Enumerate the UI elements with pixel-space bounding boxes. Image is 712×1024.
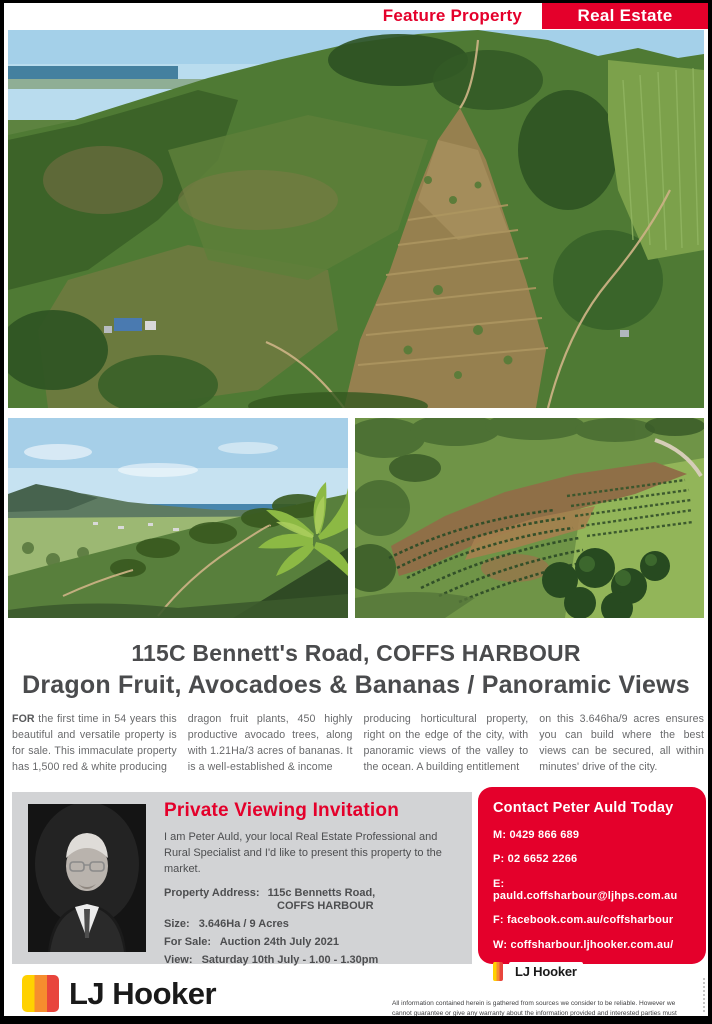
office-logo-row [493,962,691,982]
property-subtitle: Dragon Fruit, Avocadoes & Bananas / Panoramic Views [22,671,690,699]
invitation-intro: I am Peter Auld, your local Real Estate Professional and Rural Specialist and I'd like to present this property to the market. [164,831,442,875]
real-estate-label: Real Estate [577,6,673,25]
contact-mobile: M: 0429 866 689 [493,828,580,841]
ljhooker-logo-icon-large [22,975,59,1012]
view-value: Saturday 10th July - 1.00 - 1.30pm [201,953,379,966]
contact-email: E: pauld.coffsharbour@ljhps.com.au [493,877,678,902]
agent-portrait-art [28,804,146,952]
lead-word: FOR [12,713,35,725]
real-estate-banner [542,3,708,29]
ljhooker-logo-text: LJ Hooker [69,975,217,1011]
valley-view-photo [8,418,348,618]
valley-view-photo-art [8,418,348,618]
body-column-1 [12,711,177,775]
side-credit-mark [703,978,705,1012]
property-address-row [164,887,460,899]
address-line2: COFFS HARBOUR [277,899,374,912]
contact-heading: Contact Peter Auld Today [493,800,674,816]
body-copy [12,711,704,775]
agent-portrait-photo [28,804,146,952]
size-row [164,918,460,930]
address-label: Property Address: [164,886,260,899]
contact-panel [478,787,706,979]
orchard-aerial-photo [355,418,704,618]
feature-property-label: Feature Property [382,6,522,25]
for-sale-value: Auction 24th July 2021 [219,935,339,948]
body-column-1-text: the first time in 54 years this beautiful and versatile property is for sale. This immaculate property has 1,500 red & white producing [12,713,177,774]
header-strip [4,3,708,30]
ljhooker-logo-icon [493,962,503,981]
contact-website: W: coffsharbour.ljhooker.com.au/ [493,938,674,951]
contact-phone: P: 02 6652 2266 [493,853,578,865]
for-sale-row [164,936,460,948]
body-column-3: producing horticultural property, right on the edge of the city, with panoramic views of the valley to the ocean. A building entitlement [363,713,529,774]
size-label: Size: [164,917,190,930]
for-sale-label: For Sale: [164,935,212,948]
view-row [164,954,460,966]
size-value: 3.646Ha / 9 Acres [198,917,289,930]
orchard-aerial-photo-art [355,418,704,618]
ljhooker-logo-small: LJ Hooker [509,962,583,982]
invitation-panel [12,792,472,964]
view-label: View: [164,953,193,966]
invitation-text-block [164,800,460,966]
contact-facebook: F: facebook.com.au/coffsharbour [493,914,674,926]
disclaimer-text: All information contained herein is gathered from sources we consider to be reliable. However we cannot guarantee or give any warranty about the information provided and interested parties must solely rely on their own enquiries. [392,1000,677,1024]
property-address-title: 115C Bennett's Road, COFFS HARBOUR [131,640,581,666]
address-line1: 115c Bennetts Road, [267,886,376,899]
body-column-2: dragon fruit plants, 450 highly productive avocado trees, along with 1.21Ha/3 acres of bananas. It is a well-established & income [187,713,353,774]
footer-logo [22,975,216,1012]
main-aerial-photo-art [8,30,704,408]
invitation-heading: Private Viewing Invitation [164,800,400,821]
main-aerial-photo [8,30,704,408]
body-column-4: on this 3.646ha/9 acres ensures you can build where the best views can be secured, all within minutes' drive of the city. [539,713,704,774]
office-name: Coffs Harbour [588,964,680,979]
